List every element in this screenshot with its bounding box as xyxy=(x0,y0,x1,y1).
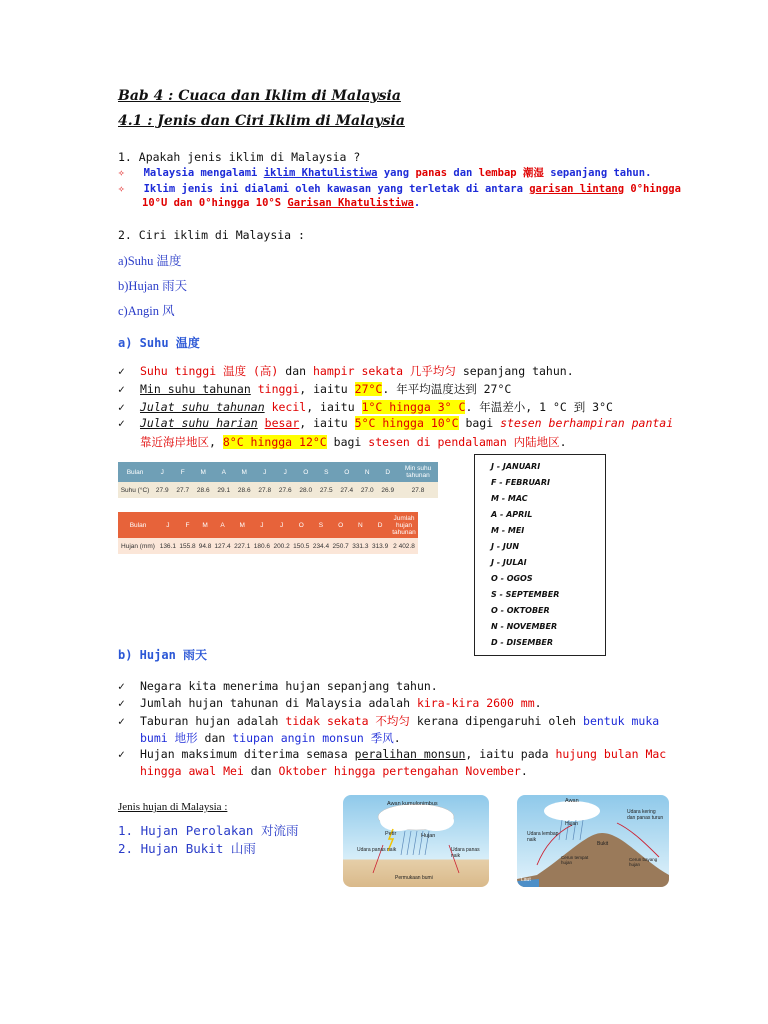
table-header-row: Bulan J F M A M J J O S O N D Min suhu tahunan xyxy=(118,462,438,482)
hujan-point-2: ✓ Jumlah hujan tahunan di Malaysia adalah kira-kira 2600 mm. xyxy=(118,696,542,710)
month-item: M - MEI xyxy=(491,526,525,535)
month-item: J - JULAI xyxy=(491,558,527,567)
month-item: F - FEBRUARI xyxy=(491,478,551,487)
hujan-point-3-cont: bumi 地形 dan tiupan angin monsun 季风. xyxy=(140,731,401,745)
q1-bullet-2: ✧ Iklim jenis ini dialami oleh kawasan yang terletak di antara garisan lintang 0°hingga xyxy=(118,182,681,195)
hujan-point-3: ✓ Taburan hujan adalah tidak sekata 不均匀 kerana dipengaruhi oleh bentuk muka xyxy=(118,714,660,728)
hujan-heading: b) Hujan 雨天 xyxy=(118,648,208,662)
jenis-hujan-item-2: 2. Hujan Bukit 山雨 xyxy=(118,841,256,856)
diagram-label: Laut xyxy=(521,877,531,883)
month-item: M - MAC xyxy=(491,494,528,503)
month-item: D - DISEMBER xyxy=(491,638,554,647)
diagram-label: Petir xyxy=(385,831,397,837)
months-legend xyxy=(474,454,606,656)
suhu-point-3: ✓ Julat suhu tahunan kecil, iaitu 1°C hingga 3° C. 年温差小, 1 °C 到 3°C xyxy=(118,400,613,414)
ciri-item-hujan: b)Hujan 雨天 xyxy=(118,279,188,293)
q1-bullet-1: ✧ Malaysia mengalami iklim Khatulistiwa yang panas dan lembap 潮湿 sepanjang tahun. xyxy=(118,166,652,179)
check-icon: ✓ xyxy=(118,696,125,710)
suhu-point-4-cont: 靠近海岸地区, 8°C hingga 12°C bagi stesen di pendalaman 内陆地区. xyxy=(140,435,567,449)
chapter-title: Bab 4 : Cuaca dan Iklim di Malaysia xyxy=(118,88,401,104)
table-header-row: Bulan J F M A M J J O S O N D Jumlah hujan tahunan xyxy=(118,512,418,538)
ciri-item-suhu: a)Suhu 温度 xyxy=(118,254,182,268)
q1-bullet-2-cont: 10°U dan 0°hingga 10°S Garisan Khatulistiwa. xyxy=(142,197,421,209)
month-item: A - APRIL xyxy=(491,510,533,519)
diagram-label: Permukaan bumi xyxy=(395,875,433,881)
month-item: J - JUN xyxy=(491,542,520,551)
suhu-heading: a) Suhu 温度 xyxy=(118,336,200,350)
diagram-label: Udara panas naik xyxy=(451,847,480,859)
relief-rain-diagram xyxy=(517,795,669,887)
suhu-point-1: ✓ Suhu tinggi 温度 (高) dan hampir sekata 几乎均匀 sepanjang tahun. xyxy=(118,364,574,378)
temperature-table xyxy=(118,462,438,498)
diagram-label: Hujan xyxy=(421,833,436,839)
table-row: Suhu (°C) 27.9 27.7 28.6 29.1 28.6 27.8 27.6 28.0 27.5 27.4 27.0 26.9 27.8 xyxy=(118,482,438,498)
check-icon: ✓ xyxy=(118,364,125,378)
suhu-point-2: ✓ Min suhu tahunan tinggi, iaitu 27°C. 年平均温度达到 27°C xyxy=(118,382,512,396)
month-item: O - OKTOBER xyxy=(491,606,550,615)
question-2: 2. Ciri iklim di Malaysia : xyxy=(118,228,305,242)
check-icon: ✓ xyxy=(118,400,125,414)
convectional-rain-illustration xyxy=(343,795,489,887)
hujan-point-4-cont: hingga awal Mei dan Oktober hingga pertengahan November. xyxy=(140,764,528,778)
month-item: S - SEPTEMBER xyxy=(491,590,560,599)
ciri-item-angin: c)Angin 风 xyxy=(118,304,175,318)
check-icon: ✓ xyxy=(118,714,125,728)
check-icon: ✓ xyxy=(118,382,125,396)
diagram-label: Udara lembap naik xyxy=(527,831,559,843)
diagram-label: Udara kering dan panas turun xyxy=(627,809,664,821)
check-icon: ✓ xyxy=(118,416,125,430)
jenis-hujan-title: Jenis hujan di Malaysia : xyxy=(118,801,228,813)
diagram-label: Cerun tempat hujan xyxy=(561,855,589,865)
table-row: Hujan (mm) 136.1 155.8 94.8 127.4 227.1 180.6 200.2 150.5 234.4 250.7 331.3 313.9 2 402.8 xyxy=(118,538,418,554)
month-item: O - OGOS xyxy=(491,574,533,583)
convectional-rain-diagram xyxy=(343,795,489,887)
diagram-label: Awan kumulonimbus xyxy=(387,801,438,807)
hujan-point-4: ✓ Hujan maksimum diterima semasa peralihan monsun, iaitu pada hujung bulan Mac xyxy=(118,747,667,761)
diamond-bullet-icon: ✧ xyxy=(118,182,125,195)
rainfall-table xyxy=(118,512,418,554)
jenis-hujan-item-1: 1. Hujan Perolakan 对流雨 xyxy=(118,823,299,838)
diagram-label: Bukit xyxy=(597,841,609,847)
hujan-point-1: ✓ Negara kita menerima hujan sepanjang tahun. xyxy=(118,679,438,693)
diagram-label: Cerun bayang hujan xyxy=(629,857,658,867)
diamond-bullet-icon: ✧ xyxy=(118,166,125,179)
question-1: 1. Apakah jenis iklim di Malaysia ? xyxy=(118,150,361,164)
diagram-label: Awan xyxy=(565,798,579,804)
month-item: J - JANUARI xyxy=(491,462,541,471)
diagram-label: Udara panas naik xyxy=(357,847,397,853)
suhu-point-4: ✓ Julat suhu harian besar, iaitu 5°C hingga 10°C bagi stesen berhampiran pantai xyxy=(118,416,674,430)
diagram-label: Hujan xyxy=(565,821,579,827)
check-icon: ✓ xyxy=(118,747,125,761)
month-item: N - NOVEMBER xyxy=(491,622,558,631)
section-title: 4.1 : Jenis dan Ciri Iklim di Malaysia xyxy=(118,113,405,129)
check-icon: ✓ xyxy=(118,679,125,693)
